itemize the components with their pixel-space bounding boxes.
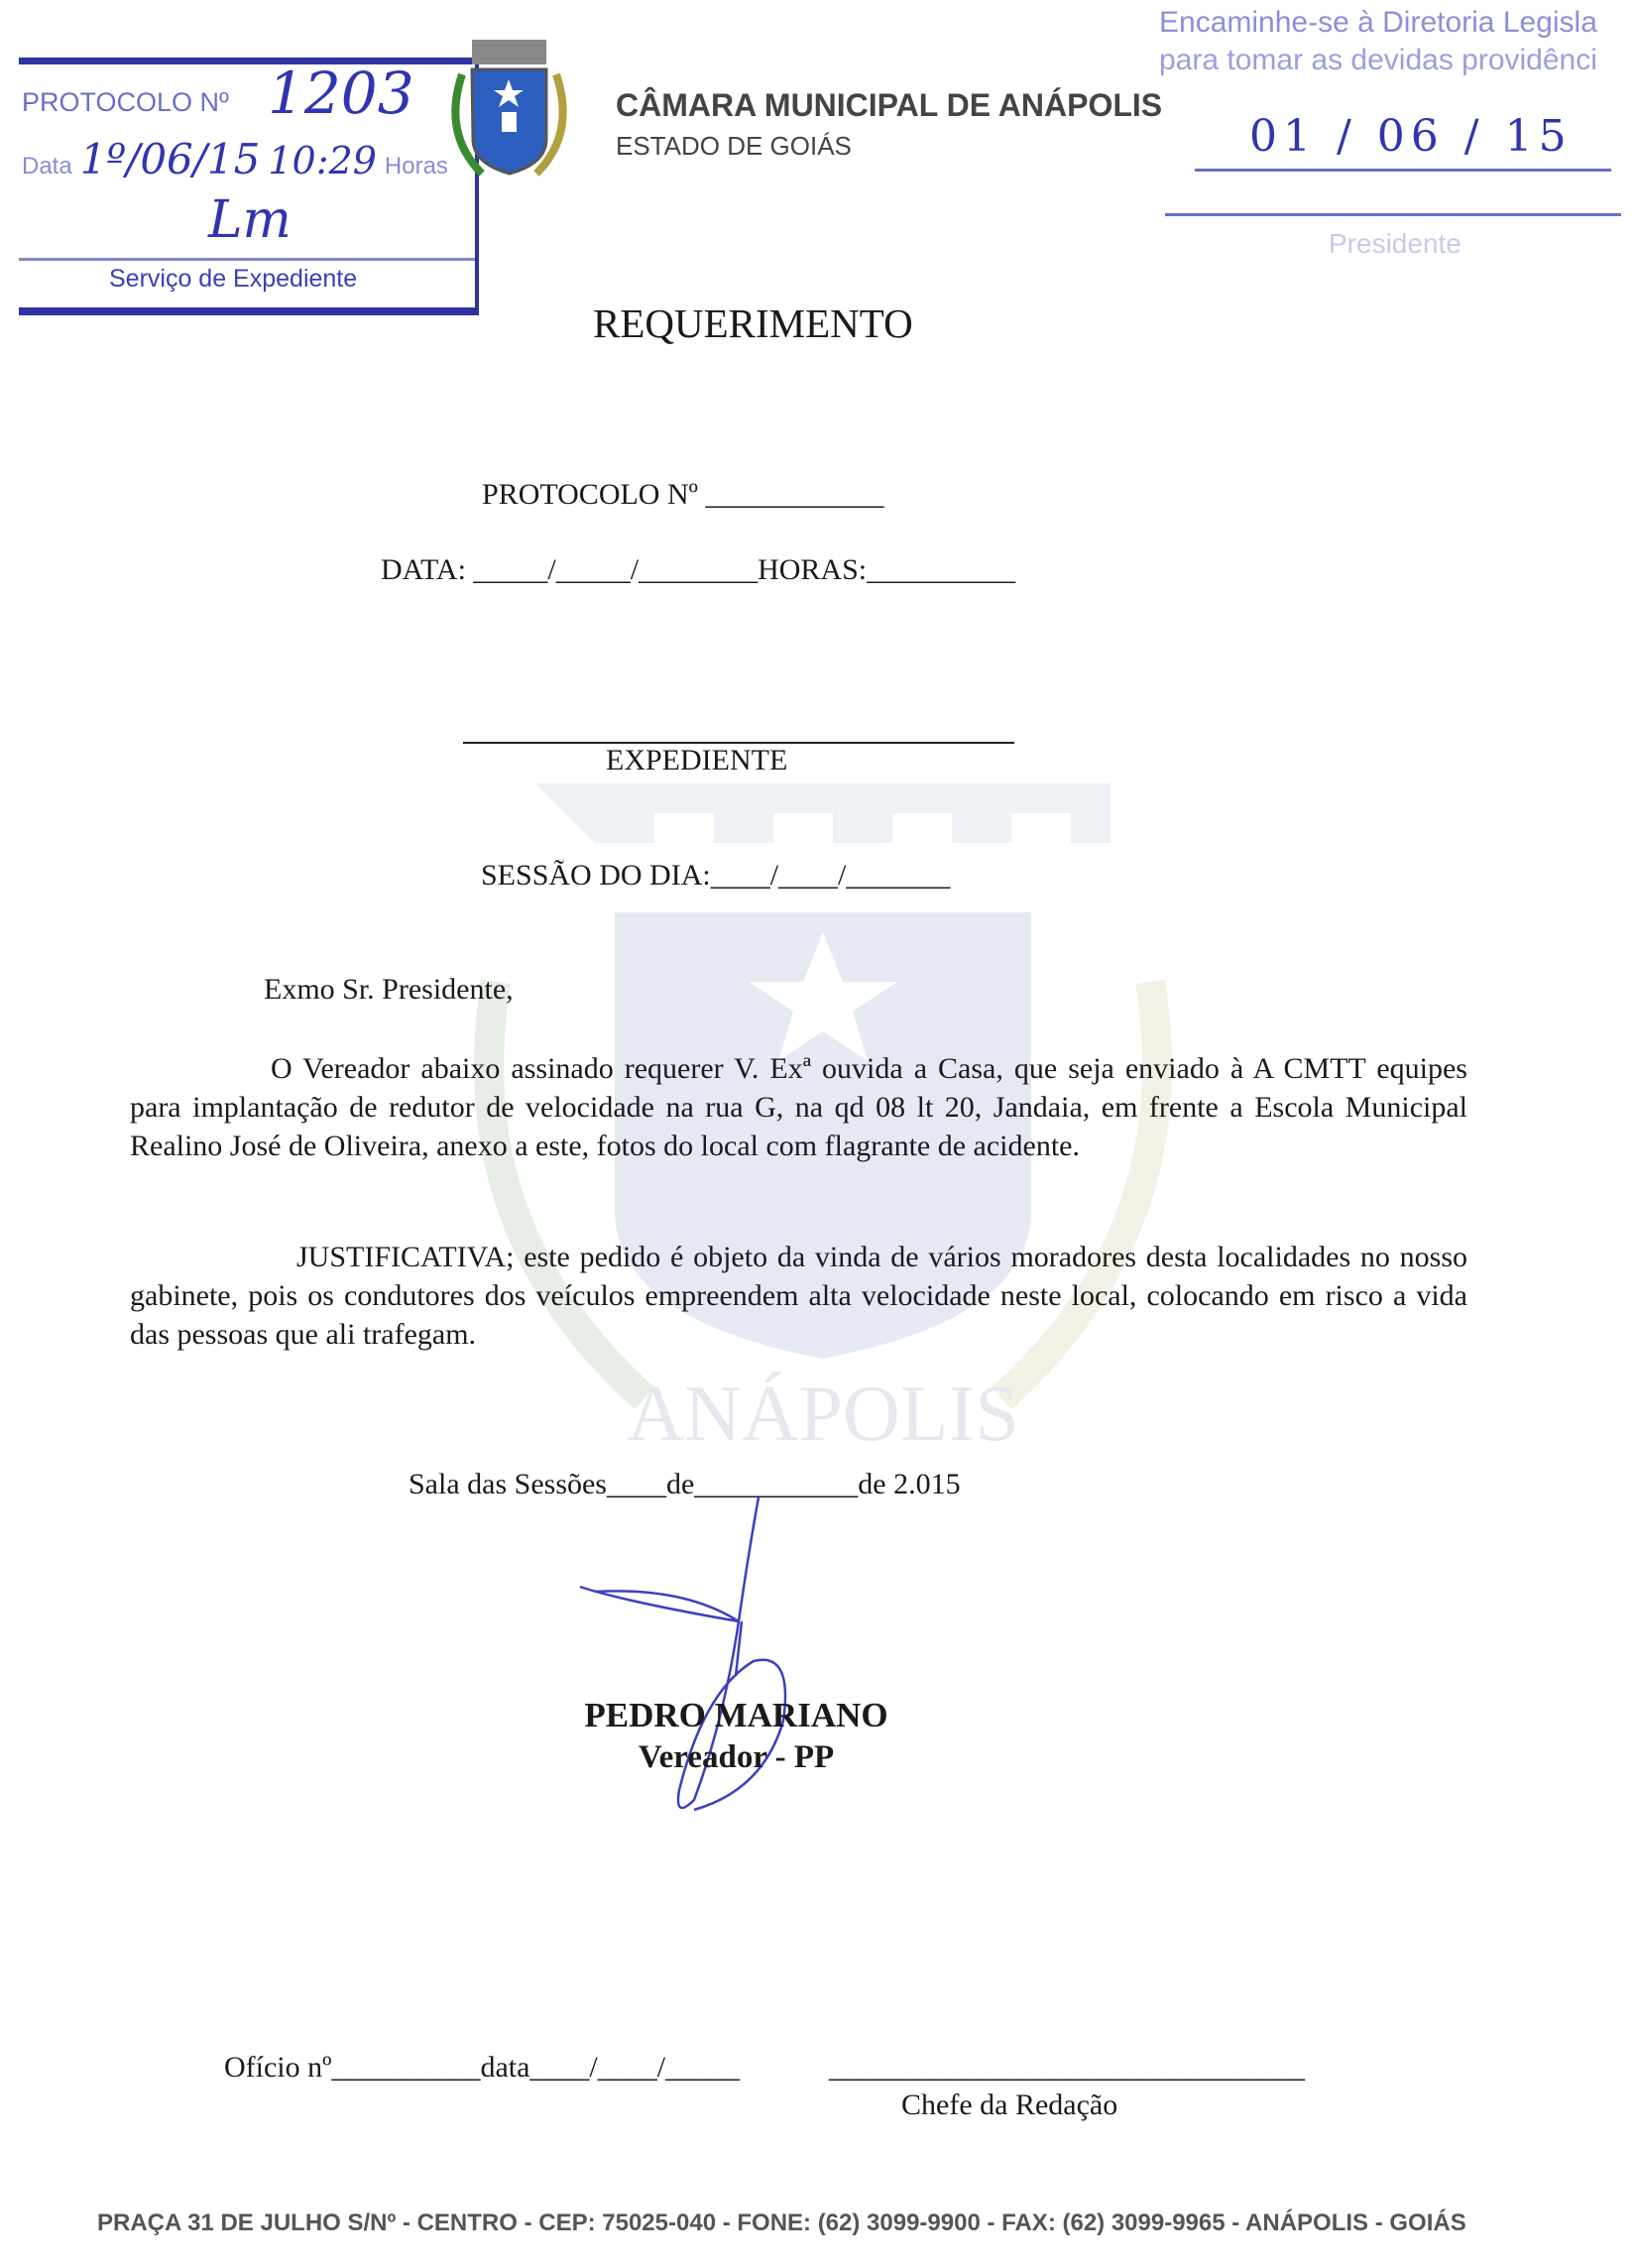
salutation: Exmo Sr. Presidente, (264, 973, 514, 1006)
stamp-divider (19, 258, 475, 261)
session-line: SESSÃO DO DIA:____/____/_______ (481, 859, 951, 892)
chief-signature-line: ________________________________ (829, 2051, 1305, 2084)
request-paragraph: O Vereador abaixo assinado requerer V. Exª ouvida a Casa, que seja enviado à A CMTT equipes para implantação de redutor de velocidade na rua G, na qd 08 lt 20, Jandaia, em frente a Escola Municipal Realino José de Oliveira, anexo a este, fotos do local com flagrante de acidente. (130, 1052, 1467, 1162)
watermark-text: ANÁPOLIS (627, 1371, 1019, 1458)
signer-name: PEDRO MARIANO (584, 1696, 888, 1734)
chief-label: Chefe da Redação (901, 2089, 1118, 2121)
footer-address: PRAÇA 31 DE JULHO S/Nº - CENTRO - CEP: 75025-040 - FONE: (62) 3099-9900 - FAX: (62) 3099-9965 - ANÁPOLIS - GOIÁS (97, 2209, 1466, 2236)
signer-role: Vereador - PP (638, 1739, 835, 1775)
stamp-time-value: 10:29 (268, 139, 377, 182)
expediente-label: EXPEDIENTE (606, 744, 788, 776)
header-subtitle: ESTADO DE GOIÁS (616, 131, 852, 161)
stamp-date-label: Data (22, 153, 72, 179)
stamp-protocol-number: 1203 (268, 60, 414, 127)
date-line: DATA: _____/_____/________HORAS:__________ (381, 553, 1016, 586)
justification-paragraph: JUSTIFICATIVA; este pedido é objeto da vinda de vários moradores desta localidades no nosso gabinete, pois os condutores dos veículos empreendem alta velocidade neste local, colocando em risco a vida das pessoas que ali trafegam. (130, 1241, 1467, 1351)
office-line: Ofício nº__________data____/____/_____ (224, 2051, 741, 2084)
header-title: CÂMARA MUNICIPAL DE ANÁPOLIS (616, 87, 1163, 123)
stamp-department: Serviço de Expediente (109, 265, 358, 293)
protocol-line: PROTOCOLO Nº ____________ (482, 478, 884, 511)
dispatch-date-line (1195, 169, 1611, 172)
closing-line: Sala das Sessões____de___________de 2.015 (409, 1468, 961, 1500)
stamp-date-row (22, 135, 473, 183)
stamp-hours-label: Horas (384, 153, 448, 179)
stamp-initials: Lm (208, 190, 292, 250)
dispatch-signature-line (1165, 213, 1621, 216)
document-title: REQUERIMENTO (593, 300, 913, 346)
stamp-protocol-label: PROTOCOLO Nº (22, 87, 229, 117)
dispatch-date: 01 / 06 / 15 (1249, 111, 1573, 162)
dispatch-line1: Encaminhe-se à Diretoria Legisla (1159, 6, 1597, 39)
dispatch-president-label: Presidente (1329, 228, 1462, 259)
stamp-date-value: 1º/06/15 (79, 135, 261, 183)
dispatch-line2: para tomar as devidas providênci (1159, 44, 1597, 76)
coat-of-arms-logo (442, 35, 576, 183)
